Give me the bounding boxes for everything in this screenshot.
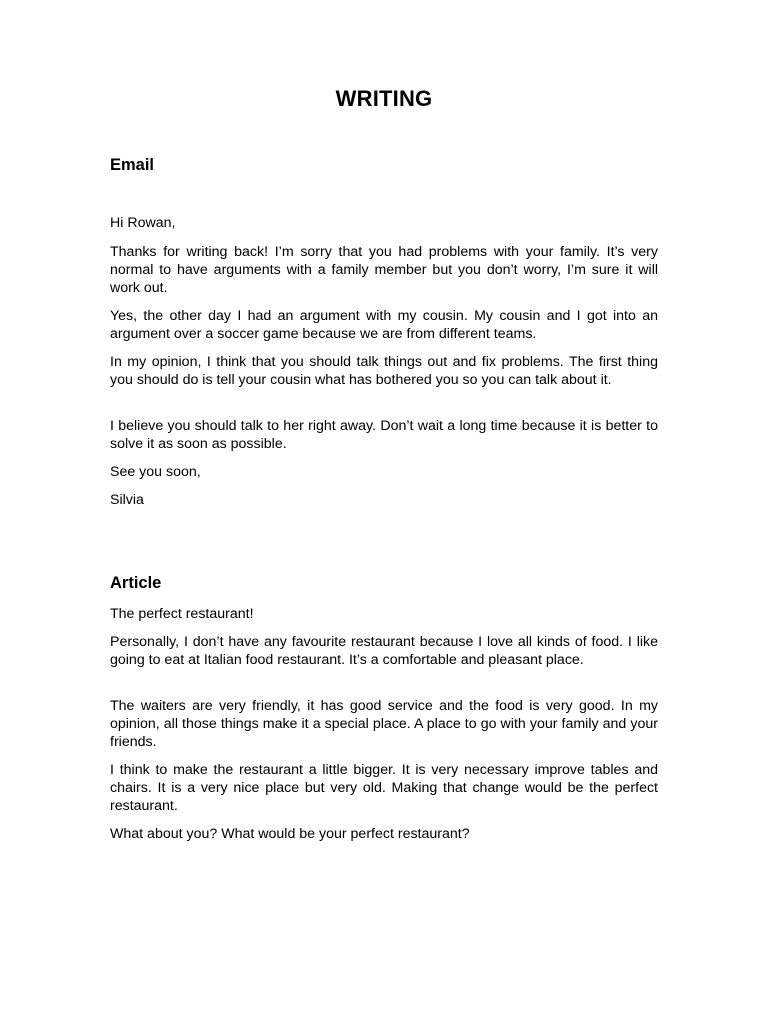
article-paragraph-2: The waiters are very friendly, it has good service and the food is very good. In my opinion, all those things make it a special place. A place to go with your family and your friends.	[110, 698, 658, 750]
email-closing: See you soon,	[110, 464, 201, 480]
email-paragraph-4: I believe you should talk to her right away. Don’t wait a long time because it is better to solve it as soon as possible.	[110, 418, 658, 452]
article-subtitle: The perfect restaurant!	[110, 606, 254, 622]
article-paragraph-1: Personally, I don’t have any favourite restaurant because I love all kinds of food. I like going to eat at Italian food restaurant. It’s a comfortable and pleasant place.	[110, 634, 658, 668]
email-signature: Silvia	[110, 492, 144, 508]
document-title: WRITING	[335, 86, 433, 111]
article-paragraph-4: What about you? What would be your perfect restaurant?	[110, 826, 470, 842]
email-paragraph-1: Thanks for writing back! I’m sorry that you had problems with your family. It’s very normal to have arguments with a family member but you don’t worry, I’m sure it will work out.	[110, 244, 658, 296]
email-paragraph-2: Yes, the other day I had an argument with my cousin. My cousin and I got into an argument over a soccer game because we are from different teams.	[110, 308, 658, 342]
article-paragraph-3: I think to make the restaurant a little bigger. It is very necessary improve tables and chairs. It is a very nice place but very old. Making that change would be the perfect restaurant.	[110, 762, 658, 814]
email-heading: Email	[110, 156, 155, 174]
email-paragraph-3: In my opinion, I think that you should talk things out and fix problems. The first thing you should do is tell your cousin what has bothered you so you can talk about it.	[110, 354, 658, 388]
email-greeting: Hi Rowan,	[110, 215, 176, 231]
article-heading: Article	[110, 574, 162, 592]
